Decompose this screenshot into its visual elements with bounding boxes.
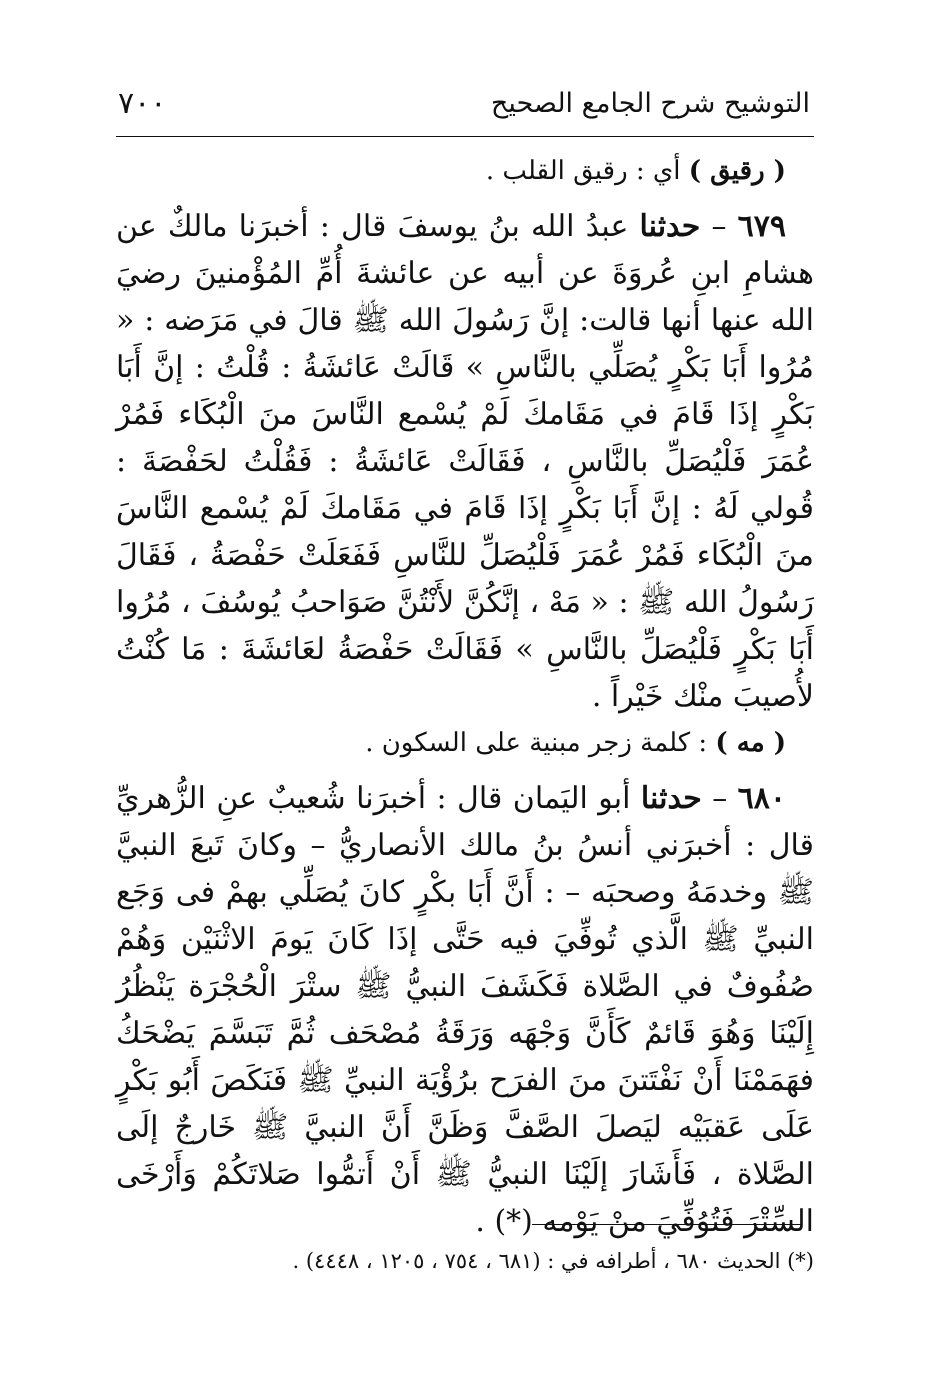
haddathana-word: حدثنا [639, 209, 701, 244]
hadith-680 [116, 775, 814, 1245]
hadith-dash: – [700, 209, 738, 244]
gloss-mah [116, 720, 814, 767]
haddathana-word: حدثنا [640, 781, 702, 816]
main-text [116, 148, 814, 1245]
gloss-text: أي : رقيق القلب . [485, 156, 689, 186]
hadith-679 [116, 203, 814, 720]
gloss-term: ( مه ) [715, 728, 786, 758]
hadith-dash: – [701, 781, 738, 816]
hadith-number: ٦٨٠ [737, 781, 786, 816]
footnote-divider [532, 1224, 802, 1225]
page-number: ٧٠٠ [118, 86, 167, 121]
footnote: (*) الحديث ٦٨٠ ، أطرافه في : (٦٨١ ، ٧٥٤ ، ١٢٠٥ ، ٤٤٤٨) . [292, 1249, 814, 1273]
gloss-raqiq [116, 148, 814, 195]
running-title: التوشيح شرح الجامع الصحيح [490, 88, 810, 119]
hadith-text: عبدُ الله بنُ يوسفَ قال : أخبرَنا مالكٌ عن هشامِ ابنِ عُروَةَ عن أبيه عن عائشةَ أُمِّ المُؤْمنينَ رضيَ الله عنها أنها قالت: إنَّ رَسُولَ الله ﷺ قالَ في مَرَضه : « مُرُوا أَبَا بَكْرٍ يُصَلِّي بالنَّاسِ » قَالَتْ عَائشَةُ : قُلْتُ : إنَّ أَبَا بَكْرٍ إذَا قَامَ في مَقَامكَ لَمْ يُسْمع النَّاسَ منَ الْبُكَاء فَمُرْ عُمَرَ فَلْيُصَلِّ بالنَّاسِ ، فَقَالَتْ عَائشَةُ : فَقُلْتُ لحَفْصَةَ : قُولي لَهُ : إنَّ أَبَا بَكْرٍ إذَا قَامَ في مَقَامكَ لَمْ يُسْمع النَّاسَ منَ الْبُكَاء فَمُرْ عُمَرَ فَلْيُصَلِّ للنَّاسِ فَفَعَلَتْ حَفْصَةُ ، فَقَالَ رَسُولُ الله ﷺ : « مَهْ ، إنَّكُنَّ لأَنْتُنَّ صَوَاحبُ يُوسُفَ ، مُرُوا أَبَا بَكْرٍ فَلْيُصَلِّ بالنَّاسِ » فَقَالَتْ حَفْصَةُ لعَائشَةَ : مَا كُنْتُ لأُصيبَ منْك خَيْراً . [116, 209, 814, 714]
hadith-text: أبو اليَمان قال : أخبرَنا شُعيبٌ عنِ الزُّهريِّ قال : أخبرَني أنسُ بنُ مالك الأنصاريُّ – وكانَ تَبعَ النبيَّ ﷺ وخدمَهُ وصحبَه – : أَنَّ أَبَا بكْرٍ كانَ يُصَلِّي بهمْ فى وَجَع النبيِّ ﷺ الَّذي تُوفِّيَ فيه حَتَّى إذَا كَانَ يَومَ الاثْنَيْن وَهُمْ صُفُوفٌ في الصَّلاة فَكَشَفَ النبيُّ ﷺ ستْرَ الْحُجْرَة يَنْظُرُ إِلَيْنَا وَهُوَ قَائمٌ كَأَنَّ وَجْهَه وَرَقَةُ مُصْحَف ثُمَّ تَبَسَّمَ يَضْحَكُ فهَمَمْنَا أَنْ نَفْتَتنَ منَ الفرَح برُؤْيَة النبيِّ ﷺ فَنَكَصَ أَبُو بَكْرٍ عَلَى عَقبَيْه ليَصلَ الصَّفَّ وَظَنَّ أَنَّ النبيَّ ﷺ خَارجٌ إلَى الصَّلاة ، فَأَشَارَ إلَيْنَا النبيُّ ﷺ أَنْ أَتمُّوا صَلاتَكُمْ وَأَرْخَى السِّتْرَ فَتُوُفِّيَ منْ يَوْمه (*) . [116, 781, 814, 1239]
hadith-number: ٦٧٩ [737, 209, 786, 244]
gloss-text: : كلمة زجر مبنية على السكون . [365, 728, 716, 758]
header-divider [116, 136, 814, 137]
gloss-term: ( رقيق ) [688, 156, 786, 186]
